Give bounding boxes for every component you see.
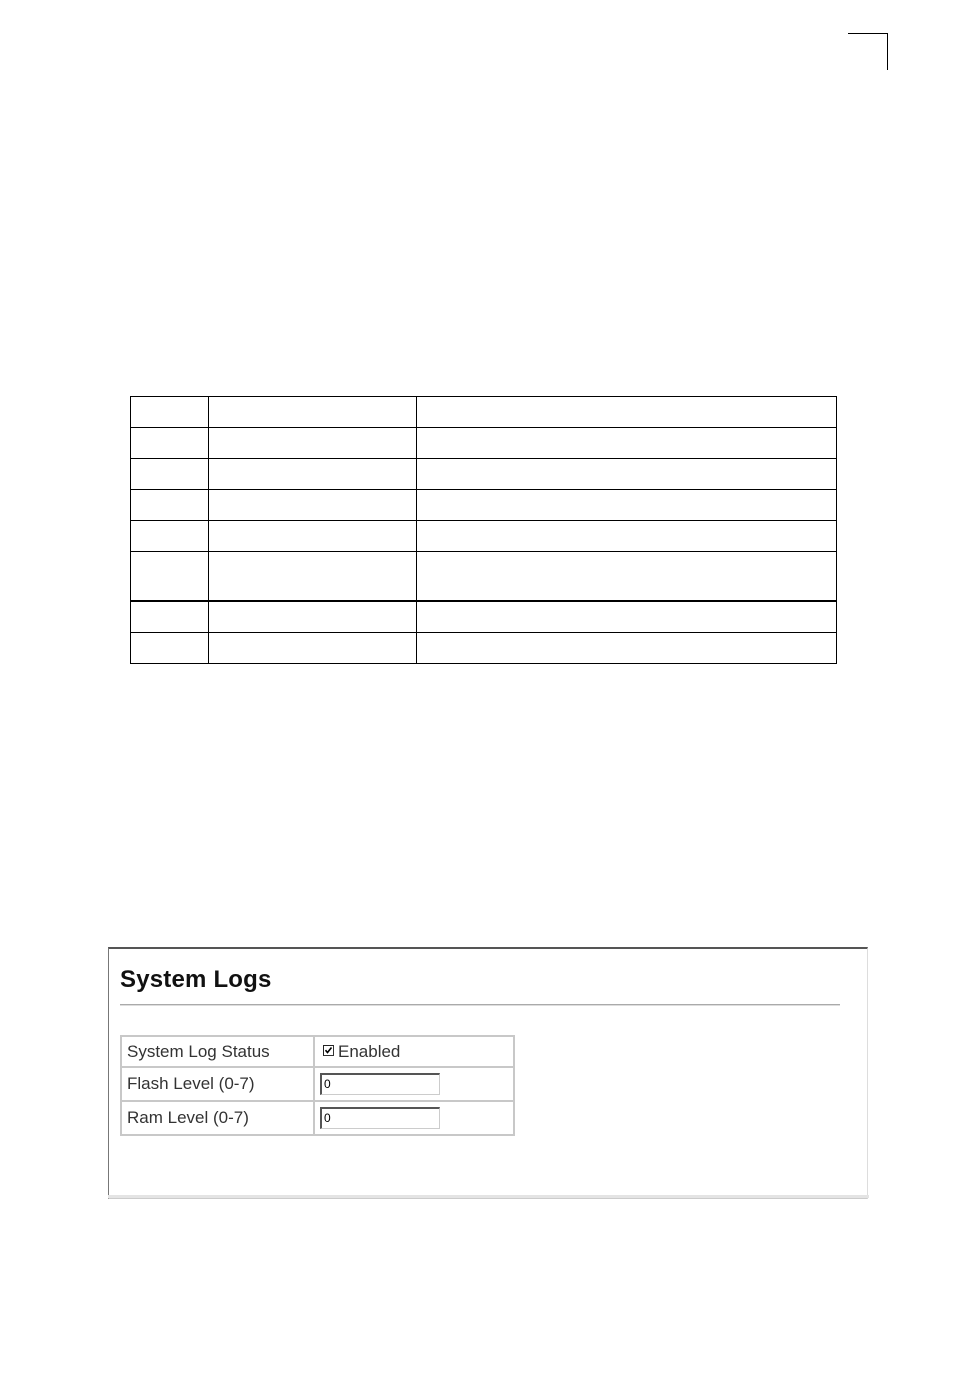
ram-level-input[interactable]: 0 xyxy=(320,1107,440,1129)
table-row xyxy=(131,633,837,664)
ram-level-cell xyxy=(314,1101,514,1135)
crop-mark-vertical xyxy=(887,33,888,70)
table-row xyxy=(131,521,837,552)
system-log-status-label: System Log Status xyxy=(121,1036,314,1067)
table-row xyxy=(131,428,837,459)
system-log-enabled-checkbox[interactable] xyxy=(323,1045,334,1056)
title-divider xyxy=(120,1004,840,1006)
panel-bottom-border xyxy=(108,1195,869,1198)
checkmark-icon xyxy=(324,1046,333,1055)
table-row xyxy=(131,397,837,428)
table-row xyxy=(131,459,837,490)
ram-level-label: Ram Level (0-7) xyxy=(121,1101,314,1135)
form-row-ram-level xyxy=(121,1101,514,1135)
system-logs-panel xyxy=(108,947,868,1199)
system-logs-form xyxy=(120,1035,515,1136)
flash-level-label: Flash Level (0-7) xyxy=(121,1067,314,1101)
form-row-flash-level xyxy=(121,1067,514,1101)
reference-table xyxy=(130,396,837,664)
flash-level-cell xyxy=(314,1067,514,1101)
table-row xyxy=(131,601,837,633)
system-log-status-cell xyxy=(314,1036,514,1067)
table-row xyxy=(131,552,837,602)
enabled-label: Enabled xyxy=(338,1041,401,1061)
form-row-system-log-status xyxy=(121,1036,514,1067)
crop-mark-horizontal xyxy=(848,33,888,34)
flash-level-input[interactable]: 0 xyxy=(320,1073,440,1095)
page-title: System Logs xyxy=(120,966,272,993)
table-row xyxy=(131,490,837,521)
